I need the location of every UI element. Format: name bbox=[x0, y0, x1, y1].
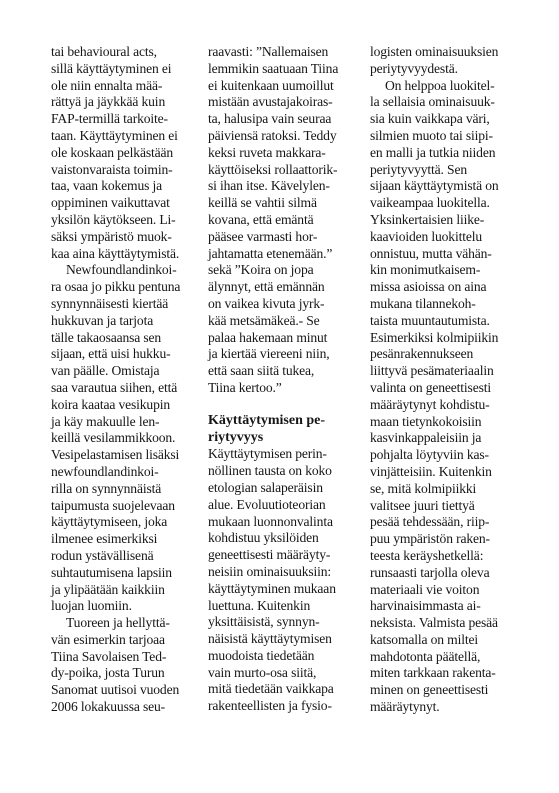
text-line: vaikeampaa luokitella. bbox=[370, 195, 490, 211]
text-line: onnistuu, mutta vähän- bbox=[370, 245, 492, 261]
text-line: maan tietynkokoisiin bbox=[370, 413, 482, 429]
text-line: ole koskaan pelkästään bbox=[51, 144, 174, 160]
text-line: ja ylipäätään kaikkiin bbox=[51, 581, 165, 597]
text-line: pesää tehdessään, riip- bbox=[370, 514, 490, 530]
text-line: puu ympäristön raken- bbox=[370, 531, 490, 547]
text-line: Yksinkertaisien liike- bbox=[370, 211, 485, 227]
text-line: ja käy makuulle len- bbox=[51, 413, 160, 429]
text-line: neksista. Valmista pesää bbox=[370, 615, 498, 631]
text-line: van päälle. Omistaja bbox=[51, 363, 160, 379]
text-line: Vesipelastamisen lisäksi bbox=[51, 447, 180, 463]
text-line: silmien muoto tai siipi- bbox=[370, 127, 493, 143]
section-gap bbox=[208, 397, 351, 413]
text-line: sia kuin vaikkapa väri, bbox=[370, 111, 490, 127]
text-line: taan. Käyttäytyminen ei bbox=[51, 127, 178, 143]
text-line: jahtamatta etenemään.” bbox=[208, 245, 333, 261]
text-line: taista muuntautumista. bbox=[370, 312, 490, 328]
text-line: rodun ystävällisenä bbox=[51, 547, 154, 563]
text-line: periytyvyyttä. Sen bbox=[370, 161, 467, 177]
text-line: yksilön käytökseen. Li- bbox=[51, 211, 176, 227]
text-line: vinjätteisiin. Kuitenkin bbox=[370, 463, 492, 479]
text-line: periytyvyydestä. bbox=[370, 60, 458, 76]
heading-line: riytyvyys bbox=[208, 429, 264, 445]
text-line: synnynnäisesti kiertää bbox=[51, 295, 169, 311]
text-column-right bbox=[370, 44, 519, 716]
text-line: rakenteellisten ja fysio- bbox=[208, 698, 332, 714]
text-line: ilmenee esimerkiksi bbox=[51, 531, 158, 547]
text-line: vaistonvaraista toimin- bbox=[51, 161, 173, 177]
text-line: luettuna. Kuitenkin bbox=[208, 597, 311, 613]
text-column-middle bbox=[208, 44, 351, 715]
text-line: nöllinen tausta on koko bbox=[208, 463, 332, 479]
text-line: kasvinkappaleisiin ja bbox=[370, 430, 482, 446]
text-line: älynnyt, että emännän bbox=[208, 279, 325, 295]
text-line: kohdistuu yksilöiden bbox=[208, 530, 319, 546]
text-line: neisiin ominaisuuksiin: bbox=[208, 563, 332, 579]
text-line: suhtautumisena lapsiin bbox=[51, 564, 172, 580]
text-line: on vaikea kivuta jyrk- bbox=[208, 295, 325, 311]
text-line: Käyttäytymisen perin- bbox=[208, 446, 327, 462]
text-line: la sellaisia ominaisuuk- bbox=[370, 94, 495, 110]
text-line: sijaan käyttäytymistä on bbox=[370, 178, 499, 194]
text-line: mahdotonta päätellä, bbox=[370, 648, 481, 664]
text-line: missa asioissa on aina bbox=[370, 279, 487, 295]
text-line: taipumusta suojelevaan bbox=[51, 497, 175, 513]
text-line: harvinaisimmasta ai- bbox=[370, 598, 481, 614]
middle-quote-block bbox=[208, 44, 351, 397]
text-line: katsomalla on miltei bbox=[370, 631, 478, 647]
text-line: ei kuitenkaan uumoillut bbox=[208, 77, 334, 93]
text-line: kovana, että emäntä bbox=[208, 211, 314, 227]
text-line: newfoundlandinkoi- bbox=[51, 463, 159, 479]
text-line: kää metsämäkeä.- Se bbox=[208, 312, 320, 328]
text-line: materiaali vie voiton bbox=[370, 581, 480, 597]
text-line: si ihan itse. Kävelylen- bbox=[208, 178, 330, 194]
text-line: säksi ympäristö muok- bbox=[51, 228, 172, 244]
text-line: kaavioiden luokittelu bbox=[370, 228, 482, 244]
text-line: Tuoreen ja hellyttä- bbox=[66, 615, 170, 631]
middle-body-block bbox=[208, 446, 351, 715]
text-line: ole niin ennalta mää- bbox=[51, 77, 163, 93]
text-line: FAP-termillä tarkoite- bbox=[51, 111, 168, 127]
text-line: Newfoundlandinkoi- bbox=[66, 262, 177, 278]
text-line: runsaasti tarjolla oleva bbox=[370, 564, 490, 580]
text-line: dy-poika, josta Turun bbox=[51, 665, 165, 681]
text-line: On helppoa luokitel- bbox=[385, 77, 495, 93]
text-line: luojan luomiin. bbox=[51, 598, 132, 614]
text-line: logisten ominaisuuksien bbox=[370, 44, 499, 59]
text-line: keillä se vahtii silmä bbox=[208, 195, 317, 211]
text-line: että saan siitä tukea, bbox=[208, 363, 315, 379]
text-line: näisistä käyttäytymisen bbox=[208, 631, 332, 647]
text-line: rättyä ja jäykkää kuin bbox=[51, 94, 166, 110]
text-line: keillä vesilammikkoon. bbox=[51, 430, 176, 446]
text-line: Sanomat uutisoi vuoden bbox=[51, 682, 180, 698]
text-line: vän esimerkin tarjoaa bbox=[51, 631, 165, 647]
text-line: rilla on synnynnäistä bbox=[51, 480, 162, 496]
heading-line: Käyttäytymisen pe- bbox=[208, 412, 326, 428]
text-line: taa, vaan kokemus ja bbox=[51, 178, 162, 194]
text-line: määräytynyt. bbox=[370, 699, 440, 715]
text-line: oppiminen vaikuttavat bbox=[51, 195, 170, 211]
text-line: käyttöiseksi rollaattorik- bbox=[208, 161, 338, 177]
text-line: en malli ja tutkia niiden bbox=[370, 144, 496, 160]
text-line: minen on geneettisesti bbox=[370, 682, 489, 698]
text-line: teesta keräyshetkellä: bbox=[370, 547, 484, 563]
text-line: kin monimutkaisem- bbox=[370, 262, 481, 278]
text-line: käyttäytyminen mukaan bbox=[208, 580, 336, 596]
text-line: liittyvä pesämateriaalin bbox=[370, 363, 494, 379]
text-line: lemmikin saatuaan Tiina bbox=[208, 60, 339, 76]
text-line: 2006 lokakuussa seu- bbox=[51, 699, 166, 715]
text-line: miten tarkkaan rakenta- bbox=[370, 665, 496, 681]
text-line: hukkuvan ja tarjota bbox=[51, 312, 154, 328]
text-line: alue. Evoluutioteorian bbox=[208, 496, 326, 512]
text-line: keksi ruveta makkara- bbox=[208, 144, 326, 160]
text-line: Esimerkiksi kolmipiikin bbox=[370, 329, 499, 345]
text-line: sekä ”Koira on jopa bbox=[208, 262, 314, 278]
text-column-left bbox=[51, 44, 181, 716]
text-line: se, mitä kolmipiikki bbox=[370, 480, 477, 496]
text-line: muodoista tiedetään bbox=[208, 647, 315, 663]
text-line: raavasti: ”Nallemaisen bbox=[208, 44, 329, 59]
text-line: pohjalta löytyviin kas- bbox=[370, 447, 489, 463]
text-line: koira kaataa vesikupin bbox=[51, 396, 170, 412]
text-line: ra osaa jo pikku pentuna bbox=[51, 279, 181, 295]
text-line: määräytynyt kohdistu- bbox=[370, 396, 490, 412]
text-line: valitsee juuri tiettyä bbox=[370, 497, 475, 513]
text-line: geneettisesti määräyty- bbox=[208, 547, 331, 563]
text-line: Tiina Savolaisen Ted- bbox=[51, 648, 167, 664]
text-line: käyttäytymiseen, joka bbox=[51, 514, 168, 530]
text-line: vain murto-osa siitä, bbox=[208, 664, 317, 680]
text-line: mukana tilannekoh- bbox=[370, 295, 476, 311]
text-line: mukaan luonnonvalinta bbox=[208, 513, 333, 529]
text-line: valinta on geneettisesti bbox=[370, 379, 491, 395]
text-line: mitä tiedetään vaikkapa bbox=[208, 681, 334, 697]
text-line: Tiina kertoo.” bbox=[208, 379, 282, 395]
section-heading bbox=[208, 413, 351, 447]
text-line: ja kiertää viereeni niin, bbox=[208, 346, 330, 362]
text-line: yksittäisistä, synnyn- bbox=[208, 614, 320, 630]
text-line: saa varautua siihen, että bbox=[51, 379, 178, 395]
text-line: sijaan, että uisi hukku- bbox=[51, 346, 171, 362]
text-line: palaa hakemaan minut bbox=[208, 329, 328, 345]
text-line: etologian salaperäisin bbox=[208, 479, 323, 495]
text-line: pääsee varmasti hor- bbox=[208, 228, 318, 244]
text-line: mistään avustajakoiras- bbox=[208, 94, 333, 110]
text-line: sillä käyttäytyminen ei bbox=[51, 60, 172, 76]
text-line: päiviensä ratoksi. Teddy bbox=[208, 127, 337, 143]
text-line: pesänrakennukseen bbox=[370, 346, 474, 362]
text-line: tälle takaosaansa sen bbox=[51, 329, 162, 345]
text-line: tai behavioural acts, bbox=[51, 44, 157, 59]
text-line: kaa aina käyttäytymistä. bbox=[51, 245, 180, 261]
text-line: ta, halusipa vain seuraa bbox=[208, 111, 332, 127]
